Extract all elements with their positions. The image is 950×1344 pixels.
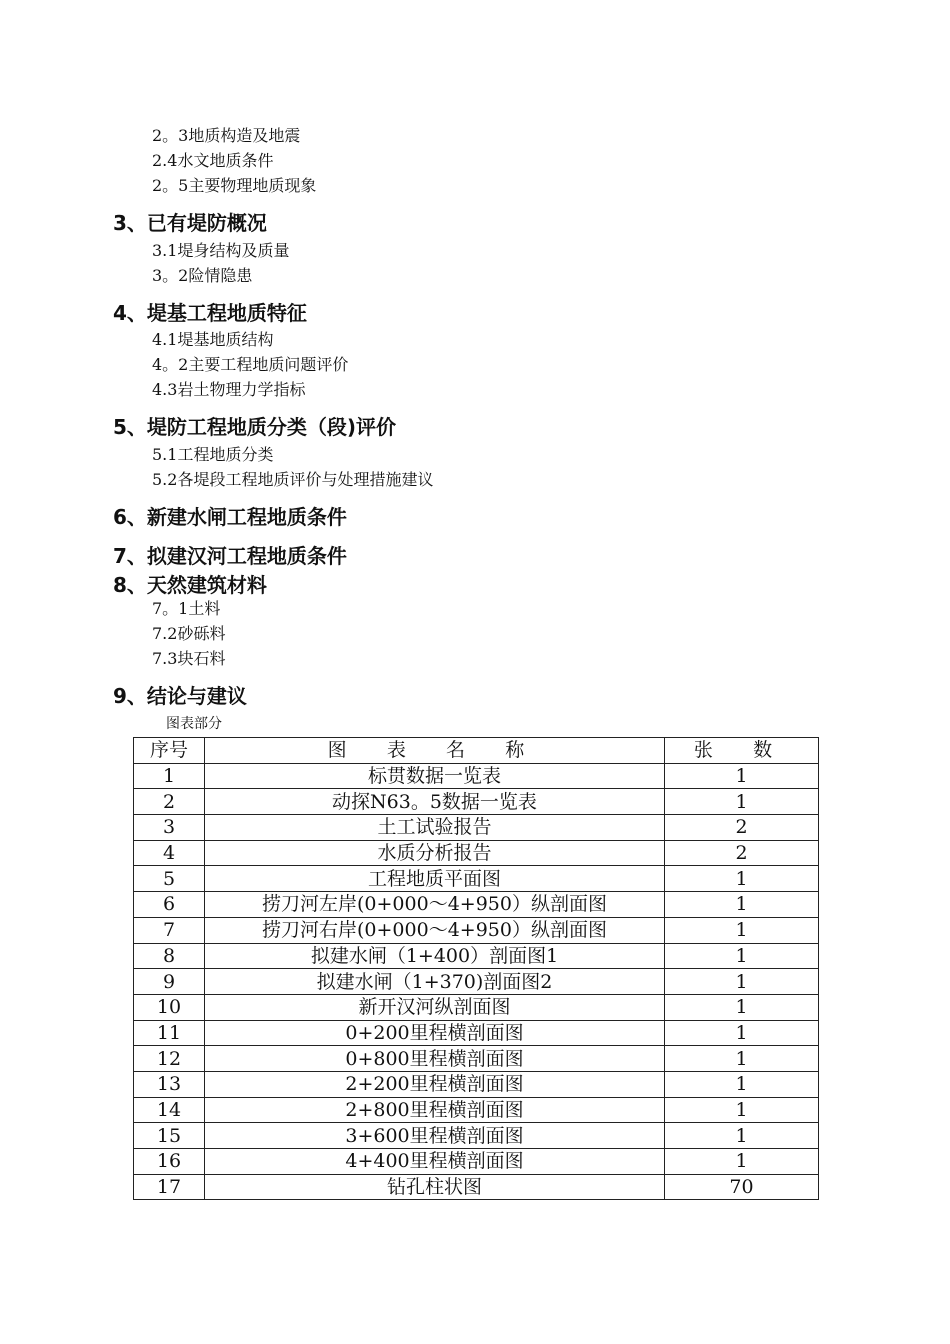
cell-count: 1 [665, 994, 819, 1020]
cell-count: 1 [665, 1097, 819, 1123]
cell-name: 标贯数据一览表 [205, 763, 665, 789]
cell-no: 16 [134, 1149, 205, 1175]
cell-name: 0+200里程横剖面图 [205, 1020, 665, 1046]
table-row [134, 1046, 819, 1072]
cell-no: 13 [134, 1071, 205, 1097]
section-heading-7: 7、拟建汉河工程地质条件 [113, 544, 347, 568]
table-row [134, 789, 819, 815]
section-heading-8: 8、天然建筑材料 [113, 573, 267, 597]
cell-count: 70 [665, 1174, 819, 1200]
cell-name: 拟建水闸（1+370)剖面图2 [205, 969, 665, 995]
cell-count: 1 [665, 969, 819, 995]
section-heading-5: 5、堤防工程地质分类（段)评价 [113, 415, 397, 439]
outline-item-2-3: 2。3地质构造及地震 [152, 126, 301, 145]
cell-count: 1 [665, 1020, 819, 1046]
section-heading-4: 4、堤基工程地质特征 [113, 301, 307, 325]
table-row [134, 943, 819, 969]
outline-item-7-1: 7。1土料 [152, 599, 221, 618]
cell-name: 2+200里程横剖面图 [205, 1071, 665, 1097]
cell-count: 1 [665, 892, 819, 918]
cell-name: 新开汉河纵剖面图 [205, 994, 665, 1020]
cell-name: 工程地质平面图 [205, 866, 665, 892]
cell-name: 水质分析报告 [205, 840, 665, 866]
section-heading-3: 3、已有堤防概况 [113, 211, 267, 235]
table-row [134, 763, 819, 789]
table-row [134, 917, 819, 943]
table-header-row [134, 738, 819, 764]
cell-name: 动探N63。5数据一览表 [205, 789, 665, 815]
cell-no: 2 [134, 789, 205, 815]
outline-item-5-1: 5.1工程地质分类 [152, 445, 274, 464]
cell-count: 1 [665, 1149, 819, 1175]
cell-name: 0+800里程横剖面图 [205, 1046, 665, 1072]
table-row [134, 1097, 819, 1123]
outline-item-7-2: 7.2砂砾料 [152, 624, 226, 643]
header-count: 张 数 [665, 738, 819, 764]
outline-item-4-3: 4.3岩土物理力学指标 [152, 380, 306, 399]
section-heading-6: 6、新建水闸工程地质条件 [113, 505, 347, 529]
cell-name: 土工试验报告 [205, 815, 665, 841]
cell-count: 2 [665, 815, 819, 841]
cell-no: 17 [134, 1174, 205, 1200]
cell-no: 4 [134, 840, 205, 866]
table-row [134, 994, 819, 1020]
outline-item-5-2: 5.2各堤段工程地质评价与处理措施建议 [152, 470, 434, 489]
table-row [134, 969, 819, 995]
cell-no: 7 [134, 917, 205, 943]
cell-name: 钻孔柱状图 [205, 1174, 665, 1200]
outline-item-2-5: 2。5主要物理地质现象 [152, 176, 317, 195]
cell-count: 1 [665, 789, 819, 815]
outline-item-2-4: 2.4水文地质条件 [152, 151, 274, 170]
table-row [134, 1149, 819, 1175]
header-name: 图 表 名 称 [205, 738, 665, 764]
outline-item-4-1: 4.1堤基地质结构 [152, 330, 274, 349]
cell-count: 2 [665, 840, 819, 866]
cell-name: 3+600里程横剖面图 [205, 1123, 665, 1149]
cell-no: 3 [134, 815, 205, 841]
cell-no: 1 [134, 763, 205, 789]
cell-no: 5 [134, 866, 205, 892]
cell-count: 1 [665, 943, 819, 969]
cell-no: 6 [134, 892, 205, 918]
cell-name: 2+800里程横剖面图 [205, 1097, 665, 1123]
table-row [134, 1174, 819, 1200]
cell-count: 1 [665, 1071, 819, 1097]
outline-item-4-2: 4。2主要工程地质问题评价 [152, 355, 349, 374]
table-row [134, 1071, 819, 1097]
cell-name: 4+400里程横剖面图 [205, 1149, 665, 1175]
cell-count: 1 [665, 763, 819, 789]
cell-no: 10 [134, 994, 205, 1020]
figure-list-table [133, 737, 819, 1200]
header-no: 序号 [134, 738, 205, 764]
table-row [134, 1020, 819, 1046]
outline-item-7-3: 7.3块石料 [152, 649, 226, 668]
table-row [134, 866, 819, 892]
cell-count: 1 [665, 866, 819, 892]
table-row [134, 840, 819, 866]
table-row [134, 1123, 819, 1149]
cell-name: 捞刀河左岸(0+000～4+950）纵剖面图 [205, 892, 665, 918]
cell-count: 1 [665, 1046, 819, 1072]
cell-count: 1 [665, 917, 819, 943]
table-row [134, 815, 819, 841]
table-caption: 图表部分 [166, 716, 222, 732]
cell-no: 12 [134, 1046, 205, 1072]
cell-no: 9 [134, 969, 205, 995]
section-heading-9: 9、结论与建议 [113, 684, 247, 708]
cell-no: 14 [134, 1097, 205, 1123]
cell-name: 拟建水闸（1+400）剖面图1 [205, 943, 665, 969]
outline-item-3-1: 3.1堤身结构及质量 [152, 241, 290, 260]
table-row [134, 892, 819, 918]
cell-no: 11 [134, 1020, 205, 1046]
cell-name: 捞刀河右岸(0+000～4+950）纵剖面图 [205, 917, 665, 943]
cell-count: 1 [665, 1123, 819, 1149]
outline-item-3-2: 3。2险情隐患 [152, 266, 253, 285]
cell-no: 15 [134, 1123, 205, 1149]
cell-no: 8 [134, 943, 205, 969]
